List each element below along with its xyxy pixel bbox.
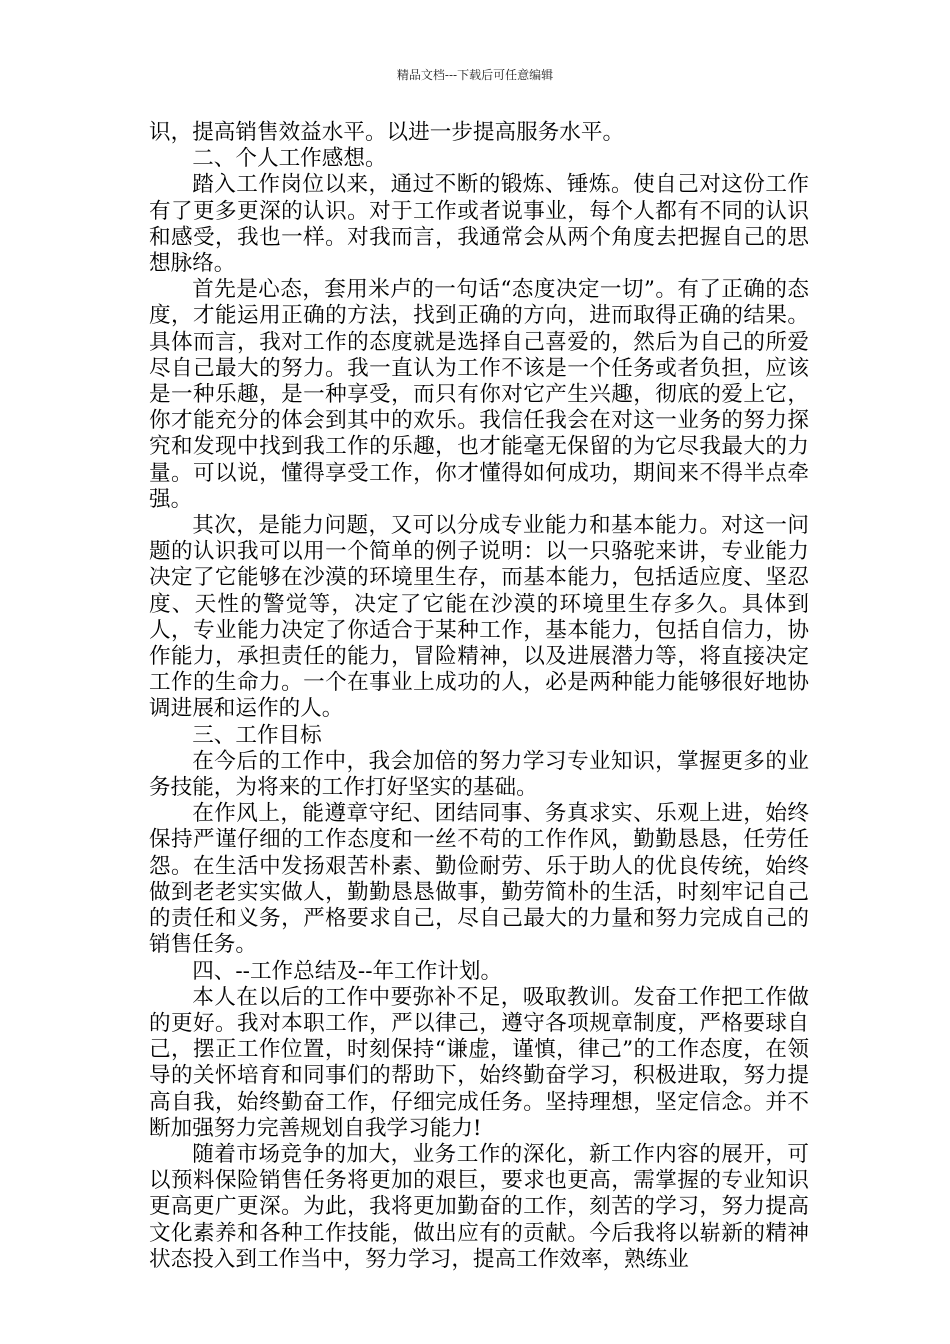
page-header: 精品文档---下载后可任意编辑	[396, 68, 554, 82]
paragraph: 其次，是能力问题，又可以分成专业能力和基本能力。对这一问题的认识我可以用一个简单的例子说明：以一只骆驼来讲，专业能力决定了它能够在沙漠的环境里生存，而基本能力，包括适应度、坚忍度、天性的警觉等，决定了它能在沙漠的环境里生存多久。具体到人，专业能力决定了你适合于某种工作，基本能力，包括自信力，协作能力，承担责任的能力，冒险精神，以及进展潜力等，将直接决定工作的生命力。一个在事业上成功的人，必是两种能力能够很好地协调进展和运作的人。	[149, 513, 809, 722]
section-heading-personal-reflection: 二、个人工作感想。	[192, 146, 387, 172]
paragraph: 随着市场竞争的加大，业务工作的深化，新工作内容的展开，可以预料保险销售任务将更加的艰巨，要求也更高，需掌握的专业知识更高更广更深。为此，我将更加勤奋的工作，刻苦的学习，努力提高文化素养和各种工作技能，做出应有的贡献。今后我将以崭新的精神状态投入到工作当中，努力学习，提高工作效率，熟练业	[149, 1141, 809, 1272]
paragraph: 首先是心态，套用米卢的一句话“态度决定一切”。有了正确的态度，才能运用正确的方法，找到正确的方向，进而取得正确的结果。具体而言，我对工作的态度就是选择自己喜爱的，然后为自己的所爱尽自己最大的努力。我一直认为工作不该是一个任务或者负担，应该是一种乐趣，是一种享受，而只有你对它产生兴趣，彻底的爱上它，你才能充分的体会到其中的欢乐。我信任我会在对这一业务的努力探究和发现中找到我工作的乐趣，也才能毫无保留的为它尽我最大的力量。可以说，懂得享受工作，你才懂得如何成功，期间来不得半点牵强。	[149, 277, 809, 512]
section-heading-summary-plan: 四、--工作总结及--年工作计划。	[192, 958, 503, 984]
paragraph: 在作风上，能遵章守纪、团结同事、务真求实、乐观上进，始终保持严谨仔细的工作态度和一丝不苟的工作作风，勤勤恳恳，任劳任怨。在生活中发扬艰苦朴素、勤俭耐劳、乐于助人的优良传统，始终做到老老实实做人，勤勤恳恳做事，勤劳简朴的生活，时刻牢记自己的责任和义务，严格要求自己，尽自己最大的力量和努力完成自己的销售任务。	[149, 801, 809, 958]
paragraph: 踏入工作岗位以来，通过不断的锻炼、锤炼。使自己对这份工作有了更多更深的认识。对于工作或者说事业，每个人都有不同的认识和感受，我也一样。对我而言，我通常会从两个角度去把握自己的思想脉络。	[149, 172, 809, 277]
paragraph: 本人在以后的工作中要弥补不足，吸取教训。发奋工作把工作做的更好。我对本职工作，严以律己，遵守各项规章制度，严格要球自己，摆正工作位置，时刻保持“谦虚，谨慎，律己”的工作态度，在领导的关怀培育和同事们的帮助下，始终勤奋学习，积极进取，努力提高自我，始终勤奋工作，仔细完成任务。坚持理想，坚定信念。并不断加强努力完善规划自我学习能力!	[149, 984, 809, 1141]
paragraph-continuation: 识，提高销售效益水平。以进一步提高服务水平。	[149, 120, 625, 145]
paragraph: 在今后的工作中，我会加倍的努力学习专业知识，掌握更多的业务技能，为将来的工作打好坚实的基础。	[149, 748, 809, 801]
document-body	[149, 120, 809, 1273]
section-heading-work-goals: 三、工作目标	[192, 722, 322, 748]
